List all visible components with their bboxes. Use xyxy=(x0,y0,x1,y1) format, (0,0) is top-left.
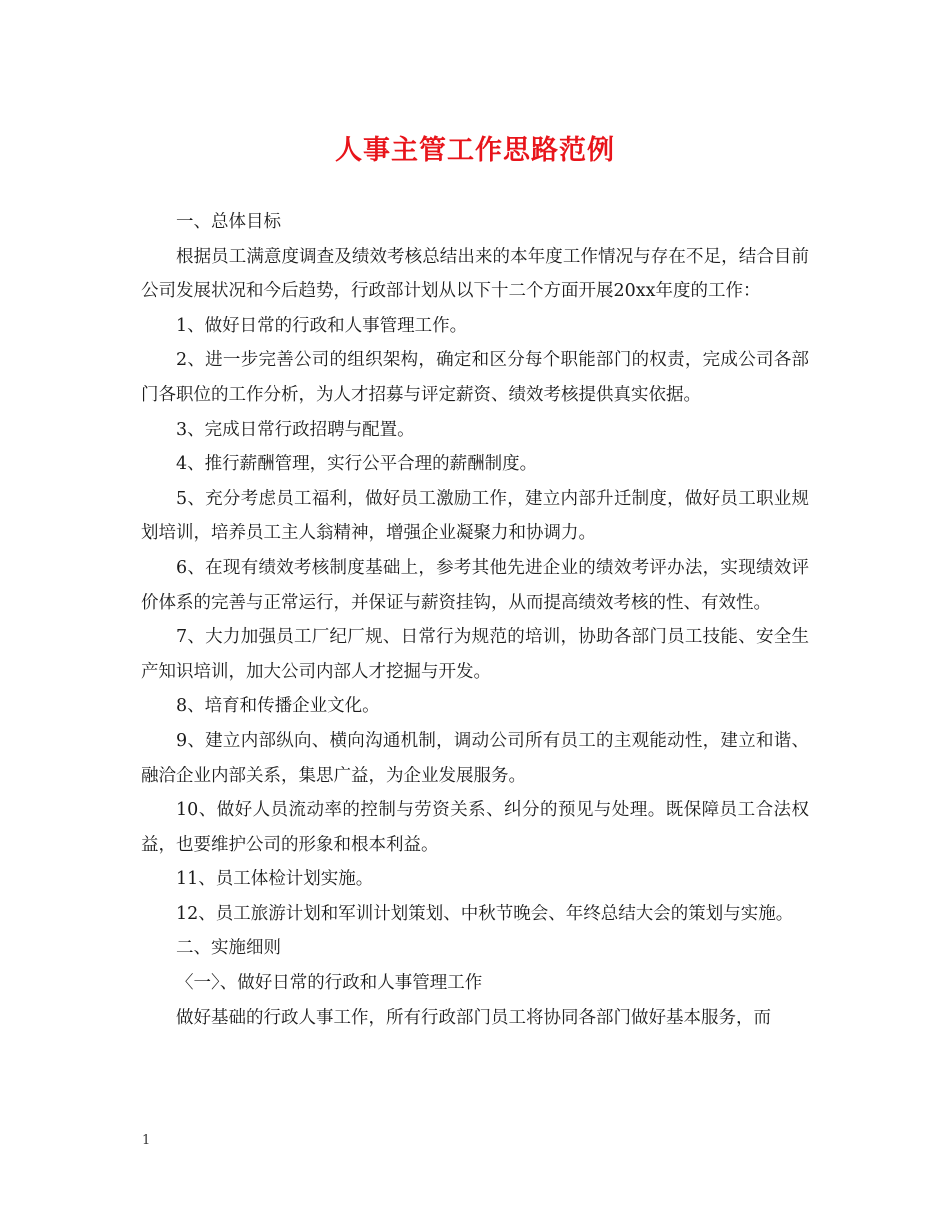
list-item-7: 7、大力加强员工厂纪厂规、日常行为规范的培训，协助各部门员工技能、安全生产知识培训，加大公司内部人才挖掘与开发。 xyxy=(141,627,809,682)
list-item-10: 10、做好人员流动率的控制与劳资关系、纠分的预见与处理。既保障员工合法权益，也要维护公司的形象和根本利益。 xyxy=(141,800,809,855)
list-item-6: 6、在现有绩效考核制度基础上，参考其他先进企业的绩效考评办法，实现绩效评价体系的完善与正常运行，并保证与薪资挂钩，从而提高绩效考核的性、有效性。 xyxy=(141,557,809,613)
page-number: 1 xyxy=(142,1133,151,1148)
list-item-4: 4、推行薪酬管理，实行公平合理的薪酬制度。 xyxy=(176,454,538,475)
document-title: 人事主管工作思路范例 xyxy=(335,135,615,166)
list-item-9: 9、建立内部纵向、横向沟通机制，调动公司所有员工的主观能动性，建立和谐、融洽企业内部关系，集思广益，为企业发展服务。 xyxy=(141,730,809,786)
subsection-paragraph: 做好基础的行政人事工作，所有行政部门员工将协同各部门做好基本服务，而 xyxy=(176,1007,771,1028)
list-item-5: 5、充分考虑员工福利，做好员工激励工作，建立内部升迁制度，做好员工职业规划培训，培养员工主人翁精神，增强企业凝聚力和协调力。 xyxy=(141,488,809,544)
section-heading-implementation: 二、实施细则 xyxy=(176,938,281,959)
section-heading-overall-goals: 一、总体目标 xyxy=(176,212,281,232)
list-item-2: 2、进一步完善公司的组织架构，确定和区分每个职能部门的权责，完成公司各部门各职位的工作分析，为人才招募与评定薪资、绩效考核提供真实依据。 xyxy=(141,350,809,405)
subsection-heading-1: 〈一〉、做好日常的行政和人事管理工作 xyxy=(176,973,483,994)
list-item-12: 12、员工旅游计划和军训计划策划、中秋节晚会、年终总结大会的策划与实施。 xyxy=(176,903,794,924)
list-item-3: 3、完成日常行政招聘与配置。 xyxy=(176,419,415,440)
document-body xyxy=(141,205,809,1035)
list-item-1: 1、做好日常的行政和人事管理工作。 xyxy=(176,315,468,336)
list-item-11: 11、员工体检计划实施。 xyxy=(176,869,374,890)
intro-paragraph: 根据员工满意度调查及绩效考核总结出来的本年度工作情况与存在不足，结合目前公司发展状况和今后趋势，行政部计划从以下十二个方面开展20xx年度的工作： xyxy=(141,246,809,302)
list-item-8: 8、培育和传播企业文化。 xyxy=(176,696,380,717)
